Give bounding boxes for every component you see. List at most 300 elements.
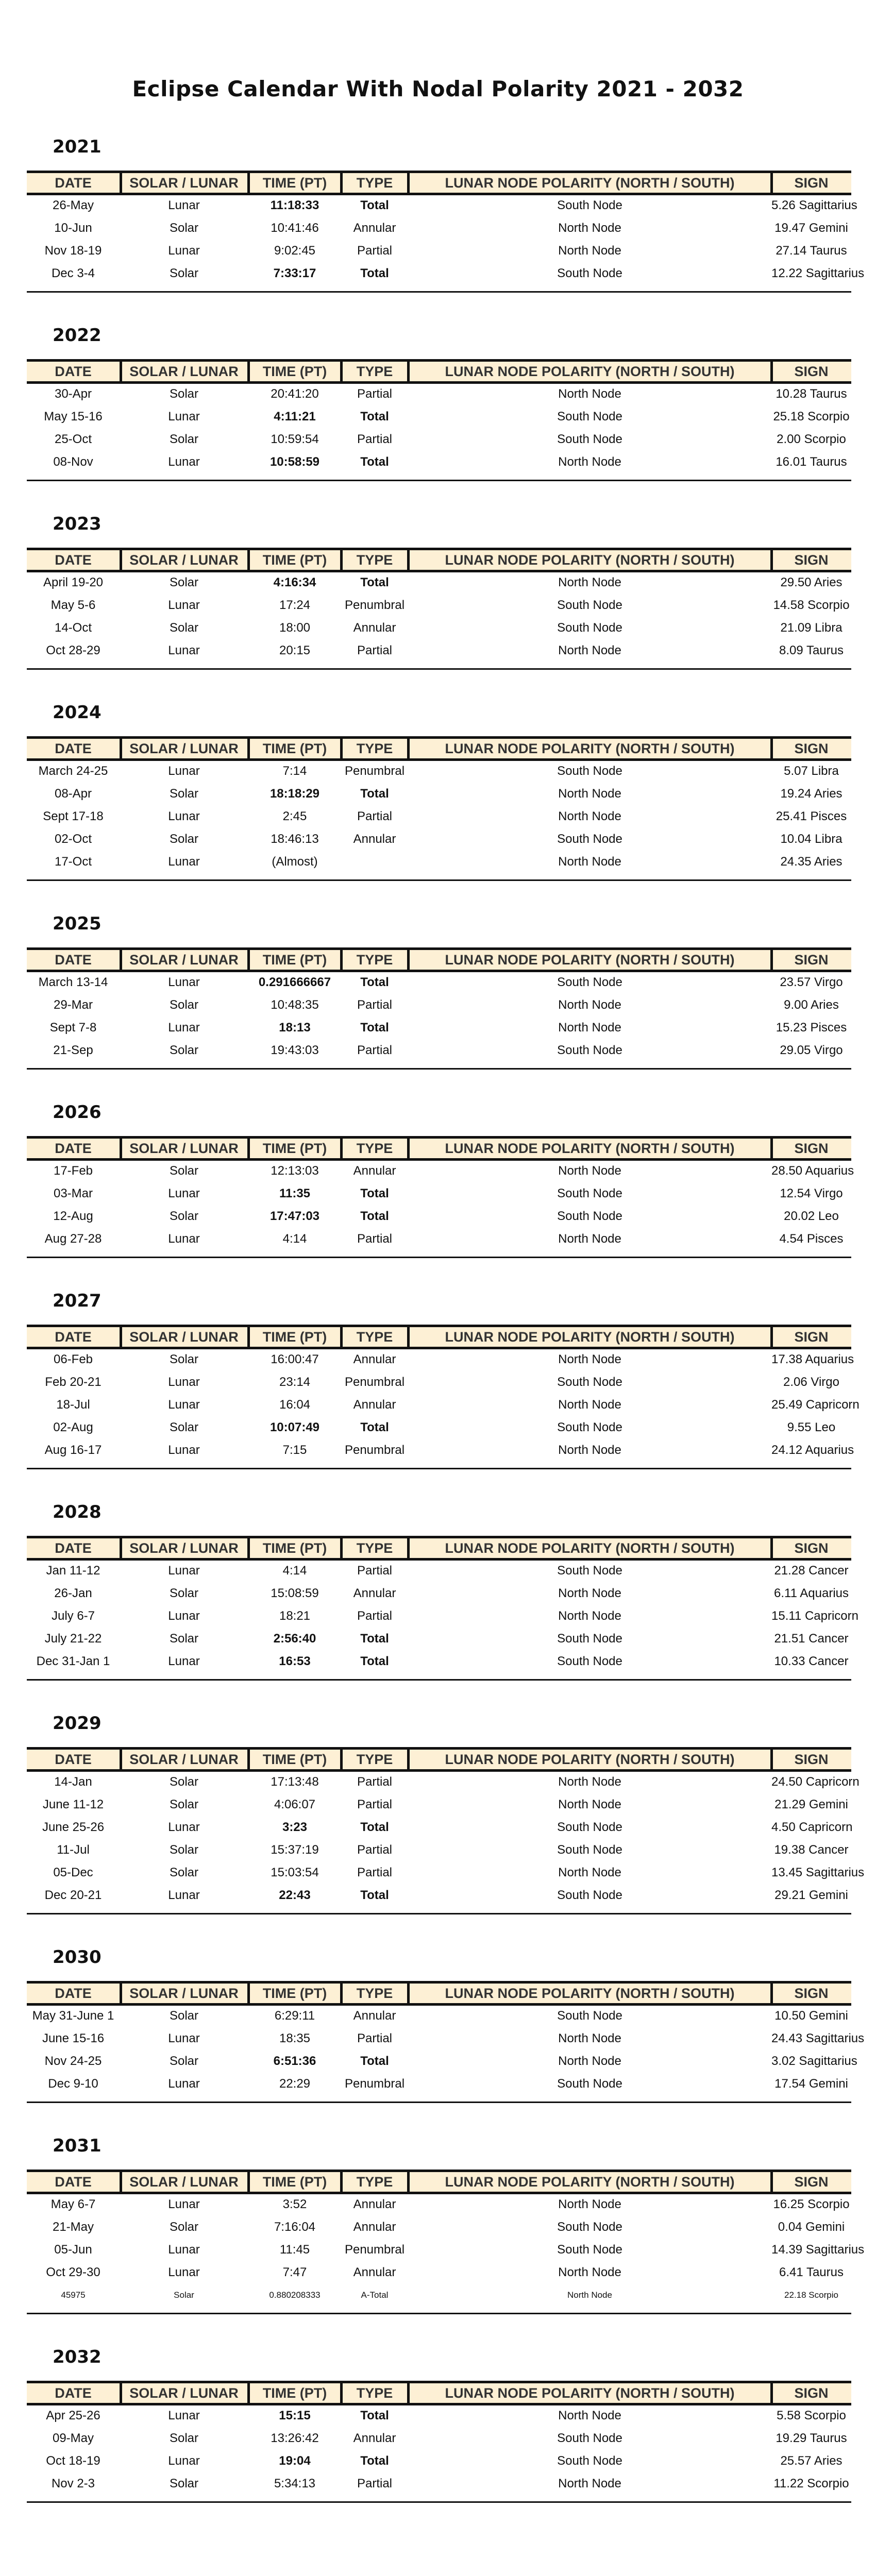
table-row [27,571,851,594]
header-sign: SIGN [794,1329,829,1345]
year-heading: 2029 [53,1713,102,1734]
time-cell: 15:37:19 [271,1843,319,1857]
table-row [27,1793,851,1816]
column-divider [407,739,410,758]
year-heading: 2025 [53,913,102,934]
type-cell: Penumbral [344,1443,405,1457]
year-heading: 2028 [53,1502,102,1522]
time-cell: 13:26:42 [271,2431,319,2445]
column-divider [340,2383,343,2403]
column-divider [120,2172,122,2192]
column-divider [120,362,122,381]
header-type: TYPE [356,1329,393,1345]
time-cell: 12:13:03 [271,1164,319,1178]
node-polarity-cell: South Node [557,1632,622,1646]
time-cell: 3:52 [282,2197,307,2211]
sign-cell: 6.11 Aquarius [774,1586,849,1600]
column-divider [770,739,773,758]
solar-lunar-cell: Solar [169,832,199,846]
solar-lunar-cell: Solar [169,1843,199,1857]
table-row [27,783,851,805]
column-divider [770,362,773,381]
header-date: DATE [55,741,92,756]
solar-lunar-cell: Solar [169,621,199,635]
time-cell: 4:14 [282,1232,307,1246]
header-type: TYPE [356,1986,393,2001]
sign-cell: 12.54 Virgo [780,1187,843,1200]
node-polarity-cell: North Node [558,998,621,1012]
table-row [27,240,851,262]
solar-lunar-cell: Solar [169,2009,199,2023]
time-cell: 16:00:47 [271,1352,319,1366]
table-row [27,2284,851,2307]
time-cell: 19:43:03 [271,1043,319,1057]
column-divider [120,173,122,193]
sign-cell: 27.14 Taurus [776,244,847,258]
time-cell: 11:18:33 [270,198,319,212]
type-cell: A-Total [361,2290,389,2300]
section-divider [27,668,851,670]
time-cell: 4:16:34 [273,575,316,589]
date-cell: 02-Aug [53,1420,93,1434]
table-row [27,1016,851,1039]
solar-lunar-cell: Lunar [168,2409,200,2422]
sign-cell: 19.38 Cancer [774,1843,849,1857]
sign-cell: 29.05 Virgo [780,1043,843,1057]
type-cell: Total [360,2454,389,2468]
sign-cell: 9.00 Aries [784,998,839,1012]
time-cell: 4:11:21 [274,410,316,423]
time-cell: 20:15 [279,643,311,657]
header-node-polarity: LUNAR NODE POLARITY (NORTH / SOUTH) [445,2174,735,2190]
table-row [27,1839,851,1861]
table-row [27,1348,854,1371]
table-header [27,947,851,972]
header-node-polarity: LUNAR NODE POLARITY (NORTH / SOUTH) [445,1986,735,2001]
type-cell: Annular [353,2220,396,2234]
type-cell: Total [360,1021,389,1035]
solar-lunar-cell: Lunar [168,975,200,989]
sign-cell: 14.39 Sagittarius [771,2243,865,2257]
node-polarity-cell: South Node [557,1420,622,1434]
table-row [27,1205,851,1228]
column-divider [770,1139,773,1158]
sign-cell: 16.01 Taurus [776,455,847,469]
header-time: TIME (PT) [262,952,327,968]
type-cell: Penumbral [344,1375,405,1389]
header-date: DATE [55,1540,92,1556]
sign-cell: 21.51 Cancer [774,1632,849,1646]
column-divider [407,550,410,570]
type-cell: Partial [357,1564,393,1578]
column-divider [770,1750,773,1769]
column-divider [247,550,250,570]
node-polarity-cell: North Node [558,575,621,589]
section-divider [27,1257,851,1258]
table-header [27,1325,851,1349]
solar-lunar-cell: Solar [169,1209,199,1223]
sign-cell: 10.33 Cancer [774,1654,849,1668]
table-header [27,1747,851,1772]
node-polarity-cell: North Node [558,1586,621,1600]
column-divider [340,1538,343,1558]
type-cell: Annular [353,2197,396,2211]
column-divider [120,739,122,758]
time-cell: 16:04 [279,1398,311,1412]
solar-lunar-cell: Lunar [168,1187,200,1200]
node-polarity-cell: South Node [557,2077,622,2091]
node-polarity-cell: South Node [557,2454,622,2468]
column-divider [407,1538,410,1558]
type-cell: Penumbral [344,2077,405,2091]
date-cell: Dec 31-Jan 1 [36,1654,110,1668]
table-row [27,2239,865,2261]
solar-lunar-cell: Lunar [168,1654,200,1668]
date-cell: 29-Mar [53,998,93,1012]
solar-lunar-cell: Solar [169,2220,199,2234]
sign-cell: 25.49 Capricorn [771,1398,860,1412]
sign-cell: 24.12 Aquarius [771,1443,854,1457]
header-type: TYPE [356,1141,393,1156]
type-cell: Annular [353,2009,396,2023]
header-type: TYPE [356,2174,393,2190]
table-header [27,736,851,761]
time-cell: 0.291666667 [258,975,331,989]
sign-cell: 2.00 Scorpio [777,432,846,446]
date-cell: Oct 18-19 [46,2454,100,2468]
solar-lunar-cell: Lunar [168,855,200,869]
column-divider [247,739,250,758]
solar-lunar-cell: Lunar [168,764,200,778]
sign-cell: 10.28 Taurus [776,387,847,401]
year-heading: 2032 [53,2347,102,2367]
sign-cell: 29.50 Aries [780,575,843,589]
type-cell: Total [360,975,389,989]
time-cell: 22:43 [279,1888,311,1902]
time-cell: 17:47:03 [269,1209,320,1223]
table-row [27,2216,851,2239]
time-cell: 7:47 [282,2265,307,2279]
table-row [27,217,851,240]
sign-cell: 24.43 Sagittarius [771,2031,865,2045]
time-cell: 15:08:59 [271,1586,319,1600]
table-header [27,171,851,195]
column-divider [340,1750,343,1769]
time-cell: 15:15 [279,2409,311,2422]
header-node-polarity: LUNAR NODE POLARITY (NORTH / SOUTH) [445,1752,735,1767]
sign-cell: 25.41 Pisces [776,809,847,823]
table-row [27,1560,851,1582]
header-time: TIME (PT) [262,2174,327,2190]
header-type: TYPE [356,1540,393,1556]
node-polarity-cell: South Node [557,1564,622,1578]
node-polarity-cell: North Node [558,455,621,469]
column-divider [340,362,343,381]
date-cell: 08-Apr [54,787,92,801]
node-polarity-cell: North Node [558,2265,621,2279]
sign-cell: 15.23 Pisces [776,1021,847,1035]
table-row [27,1039,851,1062]
date-cell: March 24-25 [38,764,108,778]
header-type: TYPE [356,364,393,379]
time-cell: 9:02:45 [274,244,316,258]
column-divider [770,173,773,193]
node-polarity-cell: North Node [558,2197,621,2211]
date-cell: July 21-22 [44,1632,102,1646]
sign-cell: 29.21 Gemini [774,1888,848,1902]
node-polarity-cell: South Node [557,1043,622,1057]
node-polarity-cell: South Node [557,1654,622,1668]
column-divider [247,362,250,381]
date-cell: Nov 24-25 [44,2054,102,2068]
type-cell: Annular [353,2431,396,2445]
column-divider [247,1984,250,2003]
type-cell: Total [360,410,389,423]
header-sign: SIGN [794,2174,829,2190]
type-cell: Partial [357,244,393,258]
type-cell: Partial [357,2031,393,2045]
table-row [27,405,851,428]
node-polarity-cell: South Node [557,2009,622,2023]
date-cell: May 5-6 [50,598,96,612]
header-date: DATE [55,364,92,379]
type-cell: Partial [357,387,393,401]
column-divider [247,2172,250,2192]
table-row [27,1182,851,1205]
time-cell: 2:56:40 [273,1632,316,1646]
sign-cell: 24.50 Capricorn [771,1775,860,1789]
table-row [27,2050,857,2073]
table-row [27,2450,851,2472]
solar-lunar-cell: Lunar [168,1232,200,1246]
table-row [27,1816,851,1839]
header-solar-lunar: SOLAR / LUNAR [129,952,239,968]
sign-cell: 14.58 Scorpio [773,598,850,612]
sign-cell: 21.29 Gemini [774,1798,848,1811]
sign-cell: 4.50 Capricorn [771,1820,853,1834]
node-polarity-cell: South Node [557,1187,622,1200]
table-header [27,1981,851,2006]
header-time: TIME (PT) [262,552,327,568]
sign-cell: 17.38 Aquarius [771,1352,854,1366]
time-cell: 22:29 [279,2077,311,2091]
header-time: TIME (PT) [262,1141,327,1156]
time-cell: 7:33:17 [273,266,316,280]
section-divider [27,2313,851,2314]
type-cell: Total [360,1187,389,1200]
table-header [27,548,851,572]
solar-lunar-cell: Solar [169,1420,199,1434]
type-cell: Total [360,1654,389,1668]
column-divider [247,173,250,193]
node-polarity-cell: South Node [557,1888,622,1902]
date-cell: 21-May [52,2220,94,2234]
date-cell: March 13-14 [38,975,108,989]
solar-lunar-cell: Solar [169,1775,199,1789]
solar-lunar-cell: Solar [169,1866,199,1879]
header-date: DATE [55,1141,92,1156]
sign-cell: 9.55 Leo [787,1420,836,1434]
time-cell: 10:48:35 [271,998,319,1012]
node-polarity-cell: North Node [558,1352,621,1366]
time-cell: 10:41:46 [271,221,319,235]
type-cell: Total [360,1632,389,1646]
node-polarity-cell: North Node [558,787,621,801]
type-cell: Total [360,1420,389,1434]
node-polarity-cell: North Node [558,1798,621,1811]
node-polarity-cell: North Node [558,244,621,258]
type-cell [341,851,408,873]
time-cell: 6:51:36 [273,2054,316,2068]
table-row [27,828,851,851]
table-row [27,994,851,1016]
type-cell: Total [360,455,389,469]
column-divider [340,1327,343,1347]
table-header [27,1536,851,1561]
column-divider [770,2172,773,2192]
table-header [27,359,851,384]
table-row [27,1416,851,1439]
time-cell: (Almost) [272,855,318,869]
node-polarity-cell: North Node [558,221,621,235]
header-time: TIME (PT) [262,741,327,756]
column-divider [120,550,122,570]
column-divider [407,173,410,193]
table-row [27,617,851,639]
date-cell: July 6-7 [51,1609,95,1623]
table-header [27,1136,851,1161]
node-polarity-cell: South Node [557,764,622,778]
date-cell: 05-Jun [54,2243,92,2257]
column-divider [407,2383,410,2403]
header-solar-lunar: SOLAR / LUNAR [129,1141,239,1156]
solar-lunar-cell: Solar [169,1632,199,1646]
date-cell: 25-Oct [54,432,92,446]
column-divider [407,1750,410,1769]
solar-lunar-cell: Lunar [168,2077,200,2091]
date-cell: 17-Feb [53,1164,93,1178]
solar-lunar-cell: Solar [169,1043,199,1057]
type-cell: Annular [353,1398,396,1412]
section-divider [27,480,851,481]
date-cell: 08-Nov [53,455,93,469]
header-solar-lunar: SOLAR / LUNAR [129,741,239,756]
type-cell: Total [360,1888,389,1902]
solar-lunar-cell: Lunar [168,2243,200,2257]
time-cell: 19:04 [279,2454,311,2468]
type-cell: Total [360,1209,389,1223]
table-row [27,1628,851,1650]
sign-cell: 4.54 Pisces [779,1232,844,1246]
type-cell: Annular [353,221,396,235]
column-divider [340,739,343,758]
table-row [27,1605,858,1628]
date-cell: 17-Oct [54,855,92,869]
time-cell: 7:14 [282,764,307,778]
sign-cell: 25.57 Aries [780,2454,843,2468]
header-solar-lunar: SOLAR / LUNAR [129,1540,239,1556]
solar-lunar-cell: Solar [169,998,199,1012]
header-date: DATE [55,175,92,191]
year-heading: 2030 [53,1947,102,1968]
column-divider [407,362,410,381]
solar-lunar-cell: Lunar [168,2031,200,2045]
column-divider [340,173,343,193]
table-row [27,1160,854,1182]
solar-lunar-cell: Lunar [168,1888,200,1902]
solar-lunar-cell: Solar [169,1798,199,1811]
date-cell: Sept 17-18 [43,809,104,823]
date-cell: April 19-20 [43,575,104,589]
table-row [27,1371,851,1394]
node-polarity-cell: North Node [558,855,621,869]
header-sign: SIGN [794,1540,829,1556]
header-node-polarity: LUNAR NODE POLARITY (NORTH / SOUTH) [445,741,735,756]
sign-cell: 2.06 Virgo [783,1375,839,1389]
header-sign: SIGN [794,1752,829,1767]
node-polarity-cell: South Node [557,198,622,212]
date-cell: 11-Jul [57,1843,90,1857]
time-cell: 10:58:59 [269,455,320,469]
date-cell: 05-Dec [53,1866,93,1879]
column-divider [340,1139,343,1158]
node-polarity-cell: North Node [558,643,621,657]
sign-cell: 10.04 Libra [780,832,843,846]
column-divider [770,550,773,570]
time-cell: 6:29:11 [274,2009,315,2023]
type-cell: Total [360,266,389,280]
solar-lunar-cell: Solar [169,575,199,589]
column-divider [247,1139,250,1158]
sign-cell: 11.22 Scorpio [773,2477,849,2490]
date-cell: 14-Oct [54,621,92,635]
date-cell: May 15-16 [44,410,103,423]
header-date: DATE [55,1986,92,2001]
table-header [27,2170,851,2194]
date-cell: 26-Jan [54,1586,92,1600]
sign-cell: 21.28 Cancer [774,1564,849,1578]
sign-cell: 17.54 Gemini [774,2077,848,2091]
sign-cell: 23.57 Virgo [780,975,843,989]
type-cell: Annular [353,1352,396,1366]
date-cell: Nov 2-3 [51,2477,95,2490]
type-cell: Partial [357,1775,393,1789]
date-cell: 12-Aug [53,1209,93,1223]
date-cell: 30-Apr [54,387,92,401]
type-cell: Annular [353,621,396,635]
date-cell: June 15-16 [42,2031,105,2045]
column-divider [340,550,343,570]
section-divider [27,291,851,293]
section-divider [27,1913,851,1914]
type-cell: Penumbral [344,598,405,612]
type-cell: Partial [357,1798,393,1811]
header-sign: SIGN [794,552,829,568]
sign-cell: 12.22 Sagittarius [771,266,865,280]
solar-lunar-cell: Solar [169,432,199,446]
section-divider [27,1468,851,1469]
table-row [27,194,857,217]
solar-lunar-cell: Lunar [168,2454,200,2468]
type-cell: Partial [357,1232,393,1246]
header-date: DATE [55,952,92,968]
node-polarity-cell: North Node [558,1398,621,1412]
column-divider [340,1984,343,2003]
table-row [27,2027,865,2050]
time-cell: 18:18:29 [269,787,320,801]
time-cell: 7:15 [282,1443,307,1457]
solar-lunar-cell: Solar [169,2054,199,2068]
